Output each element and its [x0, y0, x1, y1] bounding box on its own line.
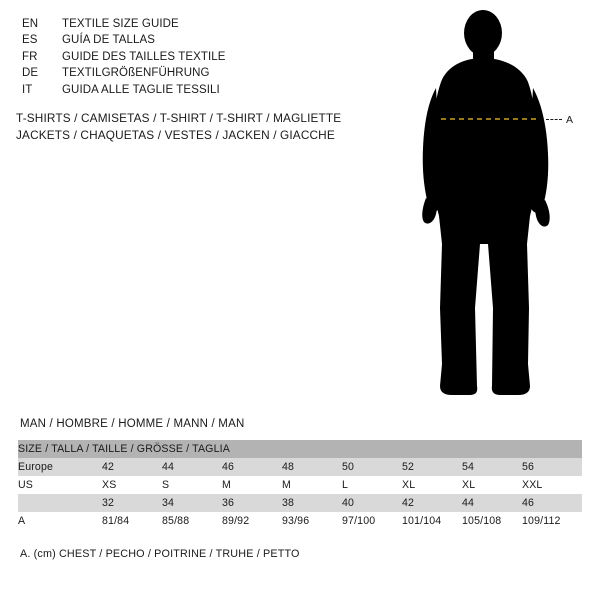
language-title: GUÍA DE TALLAS: [62, 34, 156, 47]
language-title: TEXTILGRÖßENFÜHRUNG: [62, 67, 210, 80]
language-row: [22, 32, 382, 48]
cell: 93/96: [282, 512, 342, 530]
language-list: [22, 16, 382, 98]
cell: 38: [282, 494, 342, 512]
cell: 109/112: [522, 512, 582, 530]
table-title: MAN / HOMBRE / HOMME / MANN / MAN: [20, 418, 245, 430]
chest-leader-dashes: [546, 119, 562, 120]
cell: 40: [342, 494, 402, 512]
cell: 36: [222, 494, 282, 512]
cell: XS: [102, 476, 162, 494]
cell: 56: [522, 458, 582, 476]
male-figure-illustration: [400, 8, 600, 408]
cell: 85/88: [162, 512, 222, 530]
language-row: [22, 16, 382, 32]
category-list: [16, 110, 416, 144]
male-silhouette-icon: [400, 8, 600, 408]
cell: 101/104: [402, 512, 462, 530]
cell: 42: [102, 458, 162, 476]
category-tshirts: T-SHIRTS / CAMISETAS / T-SHIRT / T-SHIRT / MAGLIETTE: [16, 111, 342, 125]
cell: 44: [462, 494, 522, 512]
row-label: Europe: [18, 458, 102, 476]
cell: M: [222, 476, 282, 494]
cell: 97/100: [342, 512, 402, 530]
cell: XL: [462, 476, 522, 494]
row-label: A: [18, 512, 102, 530]
cell: S: [162, 476, 222, 494]
table-row: [18, 494, 582, 512]
cell: 105/108: [462, 512, 522, 530]
language-title: GUIDA ALLE TAGLIE TESSILI: [62, 83, 220, 96]
language-title: TEXTILE SIZE GUIDE: [62, 18, 179, 30]
row-label: [18, 494, 102, 512]
cell: 46: [522, 494, 582, 512]
language-title: GUIDE DES TAILLES TEXTILE: [62, 50, 226, 63]
cell: 34: [162, 494, 222, 512]
cell: 89/92: [222, 512, 282, 530]
language-code: EN: [22, 18, 39, 30]
language-code: IT: [22, 83, 33, 96]
table-header-row: [18, 440, 582, 458]
table-row: [18, 476, 582, 494]
table-header-label: SIZE / TALLA / TAILLE / GRÖSSE / TAGLIA: [18, 440, 582, 458]
cell: XXL: [522, 476, 582, 494]
language-row: [22, 49, 382, 65]
language-row: [22, 82, 382, 98]
cell: 50: [342, 458, 402, 476]
cell: 46: [222, 458, 282, 476]
cell: 81/84: [102, 512, 162, 530]
language-code: ES: [22, 34, 38, 47]
chest-measure-label: A: [566, 114, 574, 126]
cell: 48: [282, 458, 342, 476]
table-row: [18, 458, 582, 476]
category-jackets: JACKETS / CHAQUETAS / VESTES / JACKEN / GIACCHE: [16, 128, 335, 142]
size-table: [18, 440, 582, 530]
cell: 44: [162, 458, 222, 476]
language-code: FR: [22, 50, 38, 63]
cell: 42: [402, 494, 462, 512]
cell: 54: [462, 458, 522, 476]
row-label: US: [18, 476, 102, 494]
language-row: [22, 65, 382, 81]
language-code: DE: [22, 67, 39, 80]
cell: XL: [402, 476, 462, 494]
cell: 52: [402, 458, 462, 476]
cell: 32: [102, 494, 162, 512]
cell: M: [282, 476, 342, 494]
table-row: [18, 512, 582, 530]
footnote: A. (cm) CHEST / PECHO / POITRINE / TRUHE / PETTO: [20, 548, 300, 560]
cell: L: [342, 476, 402, 494]
